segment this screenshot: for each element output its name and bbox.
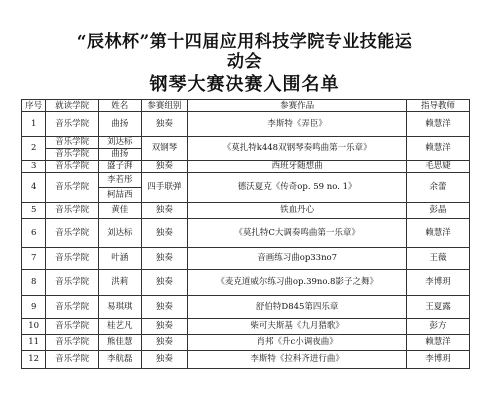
cell-group: 独奏 <box>141 270 188 296</box>
table-row <box>22 112 470 137</box>
cell-teacher: 彭方 <box>407 319 470 335</box>
cell-number: 8 <box>22 270 46 296</box>
cell-name: 洪莉 <box>99 270 142 296</box>
title-line-2: 动会 <box>227 52 262 72</box>
cell-college: 音乐学院 <box>46 319 99 335</box>
cell-name: 李航磊 <box>99 351 142 369</box>
table-row <box>22 296 470 319</box>
cell-teacher: 余蕾 <box>407 173 470 203</box>
header-number: 序号 <box>22 100 46 112</box>
cell-work: 舒伯特D845第四乐章 <box>188 296 407 319</box>
cell-college: 音乐学院 <box>46 173 99 203</box>
cell-name: 柯喆西 <box>99 188 142 203</box>
cell-work: 柴可夫斯基《九月猎歌》 <box>188 319 407 335</box>
cell-group: 独奏 <box>141 335 188 351</box>
header-teacher: 指导教师 <box>407 100 470 112</box>
cell-name: 熊佳慧 <box>99 335 142 351</box>
cell-name: 李若彤 <box>99 173 142 188</box>
cell-name: 曲扬 <box>99 112 142 137</box>
header-work: 参赛作品 <box>188 100 407 112</box>
cell-teacher: 赖慧洋 <box>407 219 470 248</box>
cell-group: 双钢琴 <box>141 137 188 161</box>
cell-number: 1 <box>22 112 46 137</box>
table-row <box>22 248 470 270</box>
cell-name: 黄佳 <box>99 203 142 219</box>
cell-teacher: 赖慧洋 <box>407 335 470 351</box>
cell-college: 音乐学院 <box>46 351 99 369</box>
table-row <box>22 335 470 351</box>
page-title <box>20 32 469 72</box>
cell-college: 音乐学院 <box>46 335 99 351</box>
cell-number: 6 <box>22 219 46 248</box>
cell-teacher: 李博玥 <box>407 351 470 369</box>
cell-college: 音乐学院 <box>46 270 99 296</box>
table-row <box>22 319 470 335</box>
table-row <box>22 351 470 369</box>
cell-group: 独奏 <box>141 219 188 248</box>
header-name: 姓名 <box>99 100 142 112</box>
finalist-table <box>21 99 470 369</box>
cell-number: 12 <box>22 351 46 369</box>
cell-number: 7 <box>22 248 46 270</box>
cell-number: 2 <box>22 137 46 161</box>
cell-number: 11 <box>22 335 46 351</box>
cell-college: 音乐学院 <box>46 161 99 173</box>
cell-teacher: 赖慧洋 <box>407 137 470 161</box>
cell-college: 音乐学院 <box>46 112 99 137</box>
cell-group: 独奏 <box>141 112 188 137</box>
cell-work: 西班牙随想曲 <box>188 161 407 173</box>
cell-work: 肖邦《升c小调夜曲》 <box>188 335 407 351</box>
cell-name: 曲扬 <box>99 149 142 161</box>
title-line-1: “辰林杯”第十四届应用科技学院专业技能运 <box>76 32 413 52</box>
table-row <box>22 161 470 173</box>
cell-college: 音乐学院 <box>46 248 99 270</box>
cell-teacher: 王夏露 <box>407 296 470 319</box>
cell-group: 独奏 <box>141 203 188 219</box>
cell-name: 桂艺凡 <box>99 319 142 335</box>
cell-group: 独奏 <box>141 351 188 369</box>
table-row <box>22 173 470 188</box>
cell-teacher: 李博玥 <box>407 270 470 296</box>
cell-work: 铁血丹心 <box>188 203 407 219</box>
header-college: 就读学院 <box>46 100 99 112</box>
cell-number: 10 <box>22 319 46 335</box>
cell-work: 德沃夏克《传奇op. 59 no. 1》 <box>188 173 407 203</box>
cell-name: 刘达标 <box>99 137 142 149</box>
cell-work: 李斯特《拉科齐进行曲》 <box>188 351 407 369</box>
cell-college: 音乐学院 <box>46 296 99 319</box>
table-row <box>22 203 470 219</box>
cell-group: 四手联弹 <box>141 173 188 203</box>
cell-college: 音乐学院 <box>46 149 99 161</box>
table-row <box>22 270 470 296</box>
header-group: 参赛组别 <box>141 100 188 112</box>
table-header-row <box>22 100 470 112</box>
cell-group: 独奏 <box>141 248 188 270</box>
cell-work: 《莫扎特C大调奏鸣曲第一乐章》 <box>188 219 407 248</box>
cell-name: 盛子湃 <box>99 161 142 173</box>
cell-college: 音乐学院 <box>46 219 99 248</box>
cell-college: 音乐学院 <box>46 203 99 219</box>
cell-name: 叶涵 <box>99 248 142 270</box>
cell-teacher: 赖慧洋 <box>407 112 470 137</box>
cell-number: 5 <box>22 203 46 219</box>
cell-work: 《麦克道威尔练习曲op.39no.8影子之舞》 <box>188 270 407 296</box>
cell-teacher: 彭晶 <box>407 203 470 219</box>
cell-college: 音乐学院 <box>46 137 99 149</box>
table-row <box>22 219 470 248</box>
cell-group: 独奏 <box>141 296 188 319</box>
cell-teacher: 王薇 <box>407 248 470 270</box>
cell-work: 李斯特《弄臣》 <box>188 112 407 137</box>
cell-name: 刘达标 <box>99 219 142 248</box>
cell-group: 独奏 <box>141 319 188 335</box>
cell-group: 独奏 <box>141 161 188 173</box>
cell-number: 4 <box>22 173 46 203</box>
cell-work: 音画练习曲op33no7 <box>188 248 407 270</box>
cell-number: 3 <box>22 161 46 173</box>
cell-number: 9 <box>22 296 46 319</box>
cell-work: 《莫扎特k448双钢琴奏鸣曲第一乐章》 <box>188 137 407 161</box>
cell-name: 易琪琪 <box>99 296 142 319</box>
table-row <box>22 137 470 149</box>
cell-teacher: 毛思婕 <box>407 161 470 173</box>
page-subtitle: 钢琴大赛决赛入围名单 <box>149 74 340 95</box>
